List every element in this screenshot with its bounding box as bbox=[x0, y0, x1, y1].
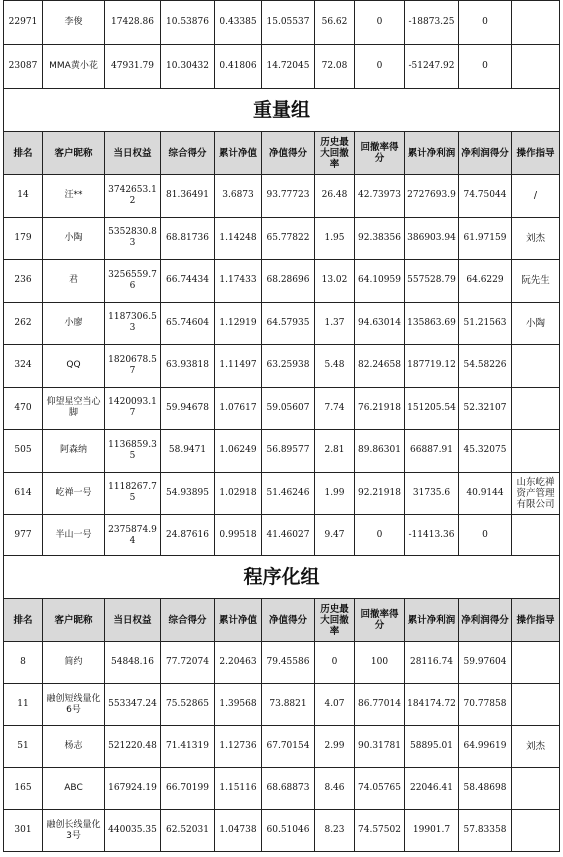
nickname-cell: 仰望星空当心脚 bbox=[43, 387, 105, 430]
guide-cell bbox=[512, 387, 560, 430]
column-header-nav-score: 净值得分 bbox=[262, 599, 315, 642]
nav-score-cell: 68.68873 bbox=[262, 768, 315, 810]
profit-score-cell: 40.9144 bbox=[459, 472, 512, 515]
rank-cell: 614 bbox=[4, 472, 43, 515]
nickname-cell: MMA黄小花 bbox=[43, 45, 105, 89]
nav-cell: 1.04738 bbox=[215, 810, 262, 852]
score-cell: 10.53876 bbox=[161, 1, 215, 45]
guide-cell bbox=[512, 684, 560, 726]
drawdown-score-cell: 0 bbox=[355, 45, 405, 89]
rank-cell: 262 bbox=[4, 302, 43, 345]
column-header-rank: 排名 bbox=[4, 599, 43, 642]
score-cell: 77.72074 bbox=[161, 642, 215, 684]
table-row bbox=[4, 387, 560, 430]
equity-cell: 2375874.94 bbox=[105, 515, 161, 558]
drawdown-score-cell: 92.21918 bbox=[355, 472, 405, 515]
net-profit-cell: 187719.12 bbox=[405, 345, 459, 388]
column-header-equity: 当日权益 bbox=[105, 132, 161, 175]
profit-score-cell: 70.77858 bbox=[459, 684, 512, 726]
drawdown-cell: 13.02 bbox=[315, 260, 355, 303]
table-row bbox=[4, 217, 560, 260]
nav-score-cell: 14.72045 bbox=[262, 45, 315, 89]
nav-cell: 3.6873 bbox=[215, 175, 262, 218]
nav-cell: 1.07617 bbox=[215, 387, 262, 430]
table-row bbox=[4, 45, 560, 89]
guide-cell: 刘杰 bbox=[512, 217, 560, 260]
rank-cell: 301 bbox=[4, 810, 43, 852]
score-cell: 71.41319 bbox=[161, 726, 215, 768]
nickname-cell: 君 bbox=[43, 260, 105, 303]
column-header-nickname: 客户昵称 bbox=[43, 599, 105, 642]
rank-cell: 11 bbox=[4, 684, 43, 726]
drawdown-cell: 2.99 bbox=[315, 726, 355, 768]
nav-cell: 0.41806 bbox=[215, 45, 262, 89]
drawdown-cell: 8.23 bbox=[315, 810, 355, 852]
nav-score-cell: 79.45586 bbox=[262, 642, 315, 684]
drawdown-score-cell: 42.73973 bbox=[355, 175, 405, 218]
column-header-guide: 操作指导 bbox=[512, 599, 560, 642]
score-cell: 81.36491 bbox=[161, 175, 215, 218]
rank-cell: 51 bbox=[4, 726, 43, 768]
table-row bbox=[4, 726, 560, 768]
nav-score-cell: 65.77822 bbox=[262, 217, 315, 260]
drawdown-score-cell: 90.31781 bbox=[355, 726, 405, 768]
nickname-cell: 小廖 bbox=[43, 302, 105, 345]
nickname-cell: QQ bbox=[43, 345, 105, 388]
guide-cell bbox=[512, 345, 560, 388]
net-profit-cell: 135863.69 bbox=[405, 302, 459, 345]
nav-score-cell: 51.46246 bbox=[262, 472, 315, 515]
nav-score-cell: 63.25938 bbox=[262, 345, 315, 388]
drawdown-cell: 9.47 bbox=[315, 515, 355, 558]
drawdown-score-cell: 76.21918 bbox=[355, 387, 405, 430]
nav-cell: 1.39568 bbox=[215, 684, 262, 726]
nav-score-cell: 41.46027 bbox=[262, 515, 315, 558]
rank-cell: 22971 bbox=[4, 1, 43, 45]
drawdown-score-cell: 82.24658 bbox=[355, 345, 405, 388]
column-header-guide: 操作指导 bbox=[512, 132, 560, 175]
equity-cell: 3742653.12 bbox=[105, 175, 161, 218]
profit-score-cell: 0 bbox=[459, 45, 512, 89]
column-header-drawdown: 历史最大回撤率 bbox=[315, 132, 355, 175]
drawdown-cell: 8.46 bbox=[315, 768, 355, 810]
table-row bbox=[4, 430, 560, 473]
net-profit-cell: 19901.7 bbox=[405, 810, 459, 852]
column-header-nav: 累计净值 bbox=[215, 599, 262, 642]
column-header-net-profit: 累计净利润 bbox=[405, 132, 459, 175]
rank-cell: 977 bbox=[4, 515, 43, 558]
section-title: 重量组 bbox=[4, 89, 560, 132]
score-cell: 63.93818 bbox=[161, 345, 215, 388]
nav-score-cell: 68.28696 bbox=[262, 260, 315, 303]
net-profit-cell: -18873.25 bbox=[405, 1, 459, 45]
rank-cell: 324 bbox=[4, 345, 43, 388]
nickname-cell: 简约 bbox=[43, 642, 105, 684]
drawdown-cell: 7.74 bbox=[315, 387, 355, 430]
guide-cell: 山东屹禅资产管理有限公司 bbox=[512, 472, 560, 515]
nickname-cell: 汪** bbox=[43, 175, 105, 218]
profit-score-cell: 59.97604 bbox=[459, 642, 512, 684]
table-row bbox=[4, 260, 560, 303]
drawdown-cell: 5.48 bbox=[315, 345, 355, 388]
guide-cell bbox=[512, 45, 560, 89]
column-header-score: 综合得分 bbox=[161, 599, 215, 642]
guide-cell bbox=[512, 810, 560, 852]
table-header-row bbox=[4, 599, 560, 642]
drawdown-score-cell: 74.05765 bbox=[355, 768, 405, 810]
drawdown-cell: 72.08 bbox=[315, 45, 355, 89]
nav-cell: 1.11497 bbox=[215, 345, 262, 388]
nav-score-cell: 59.05607 bbox=[262, 387, 315, 430]
table-header-row bbox=[4, 132, 560, 175]
table-row bbox=[4, 768, 560, 810]
score-cell: 24.87616 bbox=[161, 515, 215, 558]
drawdown-cell: 56.62 bbox=[315, 1, 355, 45]
table-row bbox=[4, 515, 560, 558]
score-cell: 68.81736 bbox=[161, 217, 215, 260]
score-cell: 54.93895 bbox=[161, 472, 215, 515]
nickname-cell: 小陶 bbox=[43, 217, 105, 260]
guide-cell bbox=[512, 768, 560, 810]
drawdown-cell: 1.99 bbox=[315, 472, 355, 515]
column-header-nav-score: 净值得分 bbox=[262, 132, 315, 175]
nav-score-cell: 64.57935 bbox=[262, 302, 315, 345]
nickname-cell: 半山一号 bbox=[43, 515, 105, 558]
score-cell: 59.94678 bbox=[161, 387, 215, 430]
net-profit-cell: -51247.92 bbox=[405, 45, 459, 89]
drawdown-score-cell: 92.38356 bbox=[355, 217, 405, 260]
column-header-nickname: 客户昵称 bbox=[43, 132, 105, 175]
nav-score-cell: 15.05537 bbox=[262, 1, 315, 45]
nav-score-cell: 73.8821 bbox=[262, 684, 315, 726]
table-row bbox=[4, 1, 560, 45]
nav-cell: 1.15116 bbox=[215, 768, 262, 810]
column-header-net-profit: 累计净利润 bbox=[405, 599, 459, 642]
drawdown-score-cell: 89.86301 bbox=[355, 430, 405, 473]
equity-cell: 47931.79 bbox=[105, 45, 161, 89]
drawdown-cell: 2.81 bbox=[315, 430, 355, 473]
nav-cell: 1.12736 bbox=[215, 726, 262, 768]
net-profit-cell: 184174.72 bbox=[405, 684, 459, 726]
net-profit-cell: 2727693.9 bbox=[405, 175, 459, 218]
drawdown-score-cell: 74.57502 bbox=[355, 810, 405, 852]
rank-cell: 165 bbox=[4, 768, 43, 810]
rank-cell: 179 bbox=[4, 217, 43, 260]
guide-cell: / bbox=[512, 175, 560, 218]
drawdown-score-cell: 94.63014 bbox=[355, 302, 405, 345]
section-table-heavy bbox=[3, 88, 560, 558]
drawdown-score-cell: 64.10959 bbox=[355, 260, 405, 303]
drawdown-cell: 1.95 bbox=[315, 217, 355, 260]
guide-cell: 小陶 bbox=[512, 302, 560, 345]
profit-score-cell: 45.32075 bbox=[459, 430, 512, 473]
equity-cell: 3256559.76 bbox=[105, 260, 161, 303]
equity-cell: 17428.86 bbox=[105, 1, 161, 45]
net-profit-cell: 22046.41 bbox=[405, 768, 459, 810]
guide-cell bbox=[512, 1, 560, 45]
section-table-program bbox=[3, 555, 560, 852]
table-row bbox=[4, 175, 560, 218]
profit-score-cell: 51.21563 bbox=[459, 302, 512, 345]
equity-cell: 1187306.53 bbox=[105, 302, 161, 345]
column-header-equity: 当日权益 bbox=[105, 599, 161, 642]
drawdown-cell: 0 bbox=[315, 642, 355, 684]
nickname-cell: 融创长线量化3号 bbox=[43, 810, 105, 852]
guide-cell bbox=[512, 515, 560, 558]
profit-score-cell: 64.6229 bbox=[459, 260, 512, 303]
drawdown-score-cell: 0 bbox=[355, 1, 405, 45]
score-cell: 10.30432 bbox=[161, 45, 215, 89]
nickname-cell: 杨志 bbox=[43, 726, 105, 768]
column-header-profit-score: 净利润得分 bbox=[459, 132, 512, 175]
nav-cell: 1.14248 bbox=[215, 217, 262, 260]
rank-cell: 8 bbox=[4, 642, 43, 684]
nickname-cell: 李俊 bbox=[43, 1, 105, 45]
equity-cell: 440035.35 bbox=[105, 810, 161, 852]
table-row bbox=[4, 472, 560, 515]
profit-score-cell: 54.58226 bbox=[459, 345, 512, 388]
score-cell: 75.52865 bbox=[161, 684, 215, 726]
net-profit-cell: 386903.94 bbox=[405, 217, 459, 260]
rank-cell: 14 bbox=[4, 175, 43, 218]
table-row bbox=[4, 345, 560, 388]
rank-cell: 505 bbox=[4, 430, 43, 473]
profit-score-cell: 57.83358 bbox=[459, 810, 512, 852]
column-header-nav: 累计净值 bbox=[215, 132, 262, 175]
score-cell: 66.70199 bbox=[161, 768, 215, 810]
guide-cell bbox=[512, 430, 560, 473]
nickname-cell: 阿森纳 bbox=[43, 430, 105, 473]
nickname-cell: 屹禅一号 bbox=[43, 472, 105, 515]
guide-cell: 阮先生 bbox=[512, 260, 560, 303]
nav-score-cell: 60.51046 bbox=[262, 810, 315, 852]
profit-score-cell: 61.97159 bbox=[459, 217, 512, 260]
net-profit-cell: 28116.74 bbox=[405, 642, 459, 684]
profit-score-cell: 64.99619 bbox=[459, 726, 512, 768]
net-profit-cell: -11413.36 bbox=[405, 515, 459, 558]
drawdown-score-cell: 100 bbox=[355, 642, 405, 684]
profit-score-cell: 74.75044 bbox=[459, 175, 512, 218]
equity-cell: 54848.16 bbox=[105, 642, 161, 684]
section-title: 程序化组 bbox=[4, 556, 560, 599]
nav-cell: 1.12919 bbox=[215, 302, 262, 345]
rank-cell: 23087 bbox=[4, 45, 43, 89]
table-row bbox=[4, 642, 560, 684]
net-profit-cell: 66887.91 bbox=[405, 430, 459, 473]
column-header-drawdown-score: 回撤率得分 bbox=[355, 599, 405, 642]
equity-cell: 1420093.17 bbox=[105, 387, 161, 430]
nav-cell: 2.20463 bbox=[215, 642, 262, 684]
top-rows-table bbox=[3, 0, 560, 89]
guide-cell bbox=[512, 642, 560, 684]
drawdown-cell: 26.48 bbox=[315, 175, 355, 218]
column-header-rank: 排名 bbox=[4, 132, 43, 175]
nav-cell: 0.99518 bbox=[215, 515, 262, 558]
nav-cell: 0.43385 bbox=[215, 1, 262, 45]
net-profit-cell: 557528.79 bbox=[405, 260, 459, 303]
rank-cell: 236 bbox=[4, 260, 43, 303]
score-cell: 66.74434 bbox=[161, 260, 215, 303]
drawdown-cell: 4.07 bbox=[315, 684, 355, 726]
column-header-score: 综合得分 bbox=[161, 132, 215, 175]
rank-cell: 470 bbox=[4, 387, 43, 430]
equity-cell: 167924.19 bbox=[105, 768, 161, 810]
table-row bbox=[4, 302, 560, 345]
net-profit-cell: 151205.54 bbox=[405, 387, 459, 430]
nav-cell: 1.02918 bbox=[215, 472, 262, 515]
profit-score-cell: 0 bbox=[459, 1, 512, 45]
equity-cell: 1136859.35 bbox=[105, 430, 161, 473]
nav-score-cell: 56.89577 bbox=[262, 430, 315, 473]
net-profit-cell: 31735.6 bbox=[405, 472, 459, 515]
score-cell: 58.9471 bbox=[161, 430, 215, 473]
score-cell: 65.74604 bbox=[161, 302, 215, 345]
drawdown-score-cell: 86.77014 bbox=[355, 684, 405, 726]
equity-cell: 1118267.75 bbox=[105, 472, 161, 515]
table-row bbox=[4, 684, 560, 726]
nav-score-cell: 93.77723 bbox=[262, 175, 315, 218]
nav-cell: 1.17433 bbox=[215, 260, 262, 303]
nav-score-cell: 67.70154 bbox=[262, 726, 315, 768]
drawdown-score-cell: 0 bbox=[355, 515, 405, 558]
nav-cell: 1.06249 bbox=[215, 430, 262, 473]
profit-score-cell: 58.48698 bbox=[459, 768, 512, 810]
guide-cell: 刘杰 bbox=[512, 726, 560, 768]
profit-score-cell: 52.32107 bbox=[459, 387, 512, 430]
drawdown-cell: 1.37 bbox=[315, 302, 355, 345]
equity-cell: 553347.24 bbox=[105, 684, 161, 726]
profit-score-cell: 0 bbox=[459, 515, 512, 558]
equity-cell: 5352830.83 bbox=[105, 217, 161, 260]
equity-cell: 1820678.57 bbox=[105, 345, 161, 388]
table-row bbox=[4, 810, 560, 852]
score-cell: 62.52031 bbox=[161, 810, 215, 852]
column-header-drawdown-score: 回撤率得分 bbox=[355, 132, 405, 175]
nickname-cell: ABC bbox=[43, 768, 105, 810]
nickname-cell: 融创短线量化6号 bbox=[43, 684, 105, 726]
column-header-profit-score: 净利润得分 bbox=[459, 599, 512, 642]
equity-cell: 521220.48 bbox=[105, 726, 161, 768]
column-header-drawdown: 历史最大回撤率 bbox=[315, 599, 355, 642]
net-profit-cell: 58895.01 bbox=[405, 726, 459, 768]
